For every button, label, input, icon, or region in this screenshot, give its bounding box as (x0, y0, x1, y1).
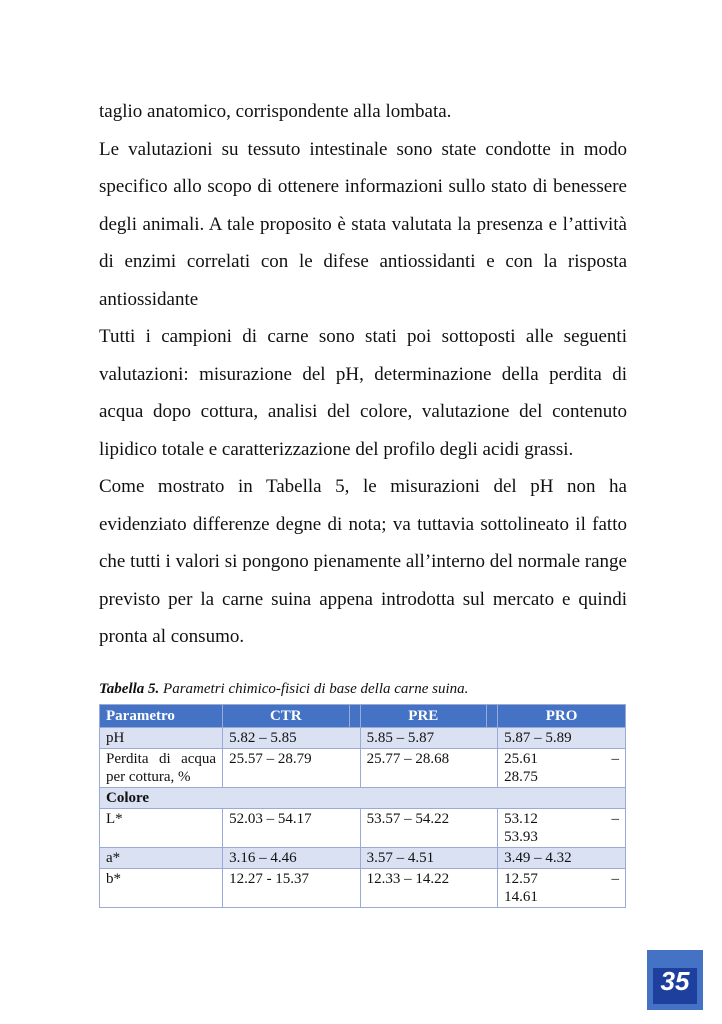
paragraph-1: taglio anatomico, corrispondente alla lombata. (99, 101, 452, 122)
row-label: pH (100, 728, 223, 749)
cell-pro-dash: – (611, 751, 619, 767)
header-pro: PRO (498, 705, 626, 728)
table-caption (99, 681, 468, 698)
cell-pre: 5.85 – 5.87 (360, 728, 498, 749)
header-pre: PRE (360, 705, 486, 728)
cell-pre: 12.33 – 14.22 (360, 869, 498, 908)
table-section-row (100, 788, 626, 809)
cell-ctr: 52.03 – 54.17 (223, 809, 361, 848)
parameters-table (99, 704, 626, 908)
page-number-badge (647, 950, 703, 1010)
paragraph-2: Le valutazioni su tessuto intestinale sono state condotte in modo specifico allo scopo di ottenere informazioni sullo stato di benessere degli animali. A tale proposito è stata valutata la presenza e l’attività di enzimi correlati con le difese antiossidanti e con la risposta antiossidante (99, 138, 627, 310)
page-number: 35 (660, 966, 690, 996)
table-row (100, 749, 626, 788)
paragraph-3: Tutti i campioni di carne sono stati poi sottoposti alle seguenti valutazioni: misurazione del pH, determinazione della perdita di acqua dopo cottura, analisi del colore, valutazione del contenuto lipidico totale e caratterizzazione del profilo degli acidi grassi. (99, 326, 627, 460)
table-caption-label: Tabella 5. (99, 681, 160, 697)
cell-pro-dash: – (611, 871, 619, 887)
cell-ctr: 25.57 – 28.79 (223, 749, 361, 788)
table-row (100, 728, 626, 749)
cell-ctr: 5.82 – 5.85 (223, 728, 361, 749)
cell-pro-low: 53.12 (504, 811, 538, 827)
cell-pro (498, 809, 626, 848)
cell-pro-low: 12.57 (504, 871, 538, 887)
header-parametro: Parametro (100, 705, 223, 728)
table-row (100, 869, 626, 908)
table-header-row (100, 705, 626, 728)
header-ctr: CTR (223, 705, 349, 728)
cell-pro (498, 869, 626, 908)
cell-pro-high: 14.61 (504, 889, 538, 905)
cell-pro: 5.87 – 5.89 (498, 728, 626, 749)
row-label: b* (100, 869, 223, 908)
body-text (99, 93, 627, 656)
table-caption-text: Parametri chimico-fisici di base della carne suina. (159, 681, 469, 697)
cell-pro-low: 25.61 (504, 751, 538, 767)
cell-pro-high: 28.75 (504, 769, 538, 785)
cell-pro: 3.49 – 4.32 (498, 848, 626, 869)
cell-ctr: 12.27 - 15.37 (223, 869, 361, 908)
cell-pre: 3.57 – 4.51 (360, 848, 498, 869)
header-spacer (487, 705, 498, 728)
row-label: Perdita di acqua per cottura, % (100, 749, 223, 788)
paragraph-4: Come mostrato in Tabella 5, le misurazioni del pH non ha evidenziato differenze degne di nota; va tuttavia sottolineato il fatto che tutti i valori si pongono pienamente all’interno del normale range previsto per la carne suina appena introdotta sul mercato e quindi pronta al consumo. (99, 476, 627, 647)
table-row (100, 809, 626, 848)
section-colore: Colore (100, 788, 626, 809)
cell-ctr: 3.16 – 4.46 (223, 848, 361, 869)
table-row (100, 848, 626, 869)
row-label: a* (100, 848, 223, 869)
cell-pre: 53.57 – 54.22 (360, 809, 498, 848)
cell-pro (498, 749, 626, 788)
header-spacer (349, 705, 360, 728)
cell-pro-high: 53.93 (504, 829, 538, 845)
row-label: L* (100, 809, 223, 848)
cell-pro-dash: – (611, 811, 619, 827)
cell-pre: 25.77 – 28.68 (360, 749, 498, 788)
